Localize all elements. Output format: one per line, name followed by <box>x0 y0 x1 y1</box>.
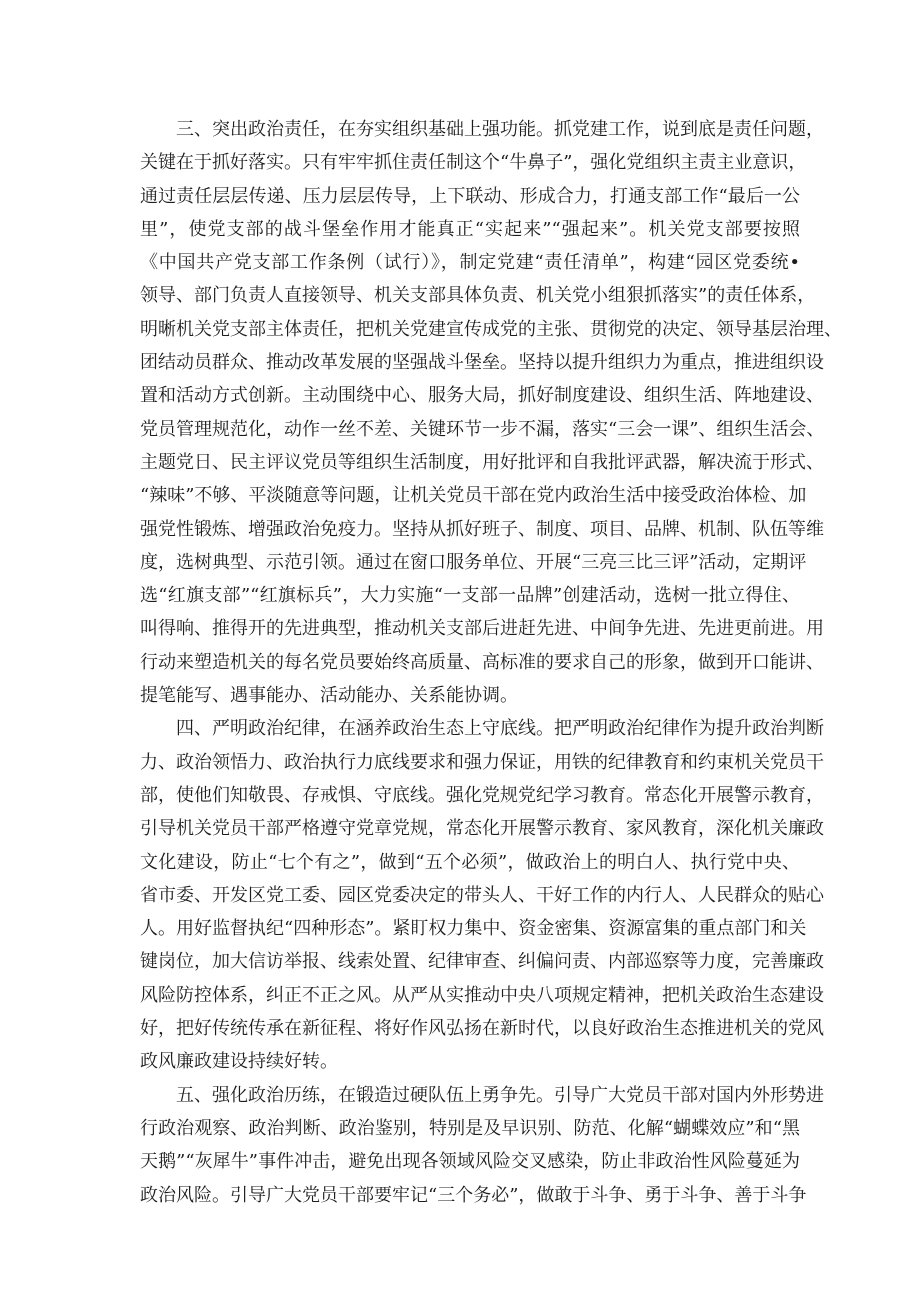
text-line: 引导机关党员干部严格遵守党章党规，常态化开展警示教育、家风教育，深化机关廉政 <box>140 818 824 840</box>
text-line: 文化建设，防止“七个有之”，做到“五个必须”，做政治上的明白人、执行党中央、 <box>140 851 800 873</box>
text-line: 度，选树典型、示范引领。通过在窗口服务单位、开展“三亮三比三评”活动，定期评 <box>140 551 807 573</box>
paragraph-2 <box>140 712 824 1078</box>
text-line: 四、严明政治纪律，在涵养政治生态上守底线。把严明政治纪律作为提升政治判断 <box>176 718 824 740</box>
text-line: 叫得响、推得开的先进典型，推动机关支部后进赶先进、中间争先进、先进更前进。用 <box>140 618 824 640</box>
text-line: 省市委、开发区党工委、园区党委决定的带头人、干好工作的内行人、人民群众的贴心 <box>140 884 824 906</box>
text-line: 部，使他们知敬畏、存戒惧、守底线。强化党规党纪学习教育。常态化开展警示教育， <box>140 784 824 806</box>
text-line: 提笔能写、遇事能办、活动能办、关系能协调。 <box>140 685 518 707</box>
document-body <box>140 113 842 1212</box>
text-line: 风险防控体系，纠正不正之风。从严从实推动中央八项规定精神，把机关政治生态建设 <box>140 984 824 1006</box>
text-line: 《中国共产党支部工作条例（试行）》，制定党建“责任清单”，构建“园区党委统• <box>140 252 800 274</box>
text-line: 五、强化政治历练，在锻造过硬队伍上勇争先。引导广大党员干部对国内外形势进 <box>176 1084 824 1106</box>
text-line: 明晰机关党支部主体责任，把机关党建宣传成党的主张、贯彻党的决定、领导基层治理、 <box>140 318 842 340</box>
text-line: 键岗位，加大信访举报、线索处置、纪律审查、纠偏问责、内部巡察等力度，完善廉政 <box>140 951 824 973</box>
text-line: 关键在于抓好落实。只有牢牢抓住责任制这个“牛鼻子”，强化党组织主责主业意识， <box>140 152 807 174</box>
text-line: 政治风险。引导广大党员干部要牢记“三个务必”，做敢于斗争、勇于斗争、善于斗争 <box>140 1184 807 1206</box>
text-line: 人。用好监督执纪“四种形态”。紧盯权力集中、资金密集、资源富集的重点部门和关 <box>140 918 807 940</box>
paragraph-3 <box>140 1079 824 1212</box>
text-line: 里”，使党支部的战斗堡垒作用才能真正“实起来”“强起来”。机关党支部要按照 <box>140 218 800 240</box>
text-line: 领导、部门负责人直接领导、机关支部具体负责、机关党小组狠抓落实”的责任体系， <box>140 285 816 307</box>
paragraph-1 <box>140 113 842 712</box>
text-line: 天鹅”“灰犀牛”事件冲击，避免出现各领域风险交叉感染，防止非政治性风险蔓延为 <box>140 1151 800 1173</box>
text-line: 团结动员群众、推动改革发展的坚强战斗堡垒。坚持以提升组织力为重点，推进组织设 <box>140 352 824 374</box>
text-line: 强党性锻炼、增强政治免疫力。坚持从抓好班子、制度、项目、品牌、机制、队伍等维 <box>140 518 824 540</box>
text-line: 行政治观察、政治判断、政治鉴别，特别是及早识别、防范、化解“蝴蝶效应”和“黑 <box>140 1117 800 1139</box>
text-line: 三、突出政治责任，在夯实组织基础上强功能。抓党建工作，说到底是责任问题， <box>176 119 824 140</box>
text-line: 党员管理规范化，动作一丝不差、关键环节一步不漏，落实“三会一课”、组织生活会、 <box>140 418 825 440</box>
text-line: 置和活动方式创新。主动围绕中心、服务大局，抓好制度建设、组织生活、阵地建设、 <box>140 385 824 407</box>
text-line: 好，把好传统传承在新征程、将好作风弘扬在新时代，以良好政治生态推进机关的党风 <box>140 1018 824 1040</box>
text-line: 通过责任层层传递、压力层层传导，上下联动、形成合力，打通支部工作“最后一公 <box>140 185 800 207</box>
text-line: 选“红旗支部”“红旗标兵”，大力实施“一支部一品牌”创建活动，选树一批立得住、 <box>140 585 800 607</box>
text-line: 政风廉政建设持续好转。 <box>140 1051 338 1073</box>
text-line: 主题党日、民主评议党员等组织生活制度，用好批评和自我批评武器，解决流于形式、 <box>140 451 824 473</box>
text-line: 行动来塑造机关的每名党员要始终高质量、高标准的要求自己的形象，做到开口能讲、 <box>140 651 824 673</box>
text-line: “辣味”不够、平淡随意等问题，让机关党员干部在党内政治生活中接受政治体检、加 <box>140 485 807 507</box>
text-line: 力、政治领悟力、政治执行力底线要求和强力保证，用铁的纪律教育和约束机关党员干 <box>140 751 824 773</box>
